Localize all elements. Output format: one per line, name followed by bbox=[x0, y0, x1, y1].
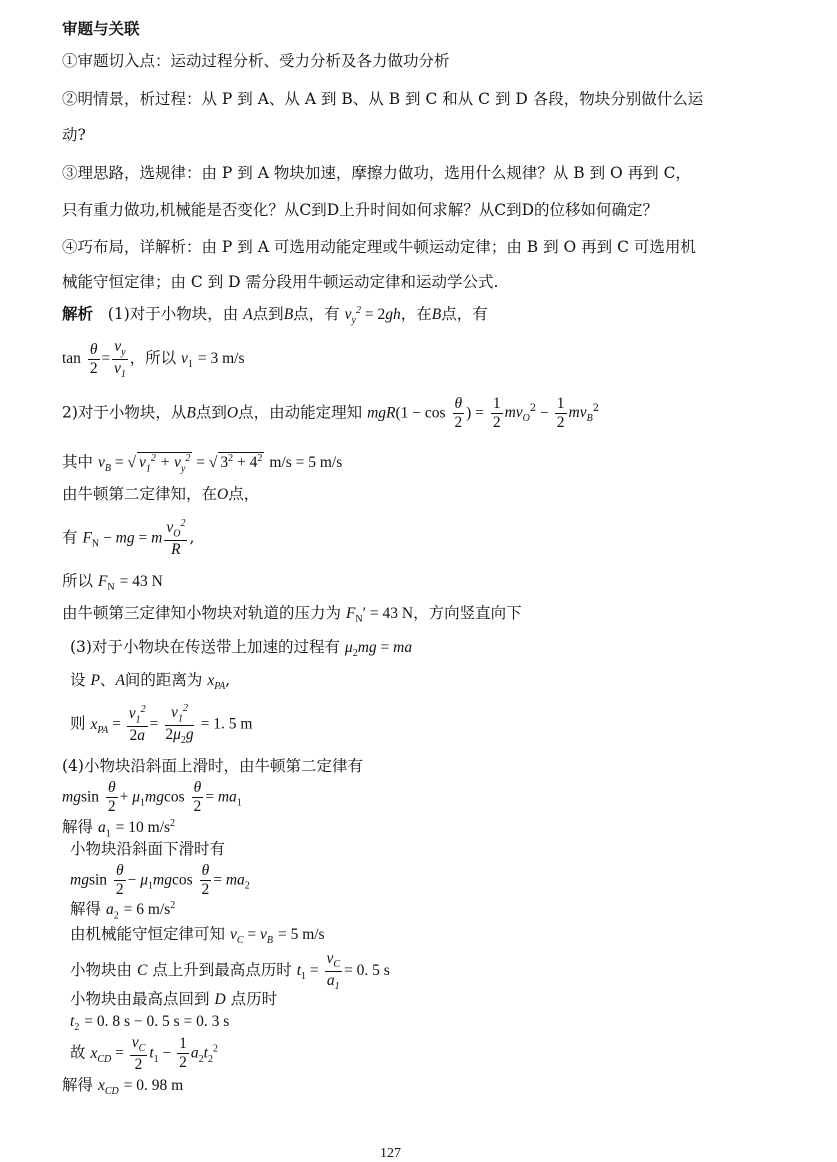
solution-part1-tan: tan $\frac{\theta}{2}$ = $\frac{v_y}{v_1}$ ，所以 $v_1 = 3$ m/s bbox=[62, 338, 245, 380]
solution-part4-intro: (4)小物块沿斜面上滑时，由牛顿第二定律有 bbox=[62, 757, 363, 775]
solution-part4-up-equation: mgsin $\frac{\theta}{2}$ + $\mu_1mgcos$ $\frac{\theta}{2}$ = $ma_1$ bbox=[62, 779, 242, 815]
solution-part2-fn-equation: 有 $F_N$ − mg = m $\frac{v_O^2}{R}$ , bbox=[62, 518, 195, 558]
solution-part2-vb: 其中 $v_B$ = √ $v_1^2 + v_y^2$ = √ $3^2 + 4^2$ m/s = 5 m/s bbox=[62, 453, 343, 475]
guide-point-4-line2: 械能守恒定律；由 C 到 D 需分段用牛顿运动定律和运动学公式. bbox=[62, 273, 499, 291]
solution-part4-t2: $t_2 = 0$. 8 s − 0. 5 s = 0. 3 s bbox=[70, 1013, 230, 1034]
solution-part2-energy: 2)对于小物块，从B点到O点，由动能定理知 mgR(1 − cos $\frac{\theta}{2}$ ) = $\frac{1}{2}$ $mv_O^2$ − $\frac{1}{2}$ $mv_B^2$ bbox=[62, 395, 600, 431]
solution-part4-a2: 解得 $a_2 = 6$ $m/s^2$ bbox=[70, 900, 176, 922]
guide-point-2-line2: 动? bbox=[62, 126, 86, 144]
solution-part3-result: 则 $x_{PA}$ = $\frac{v_1^2}{2a}$ = $\frac{v_1^2}{2\mu_2g}$ = 1. 5 m bbox=[70, 703, 253, 746]
solution-label: 解析 bbox=[62, 304, 94, 324]
section-heading: 审题与关联 bbox=[62, 19, 140, 38]
solution-part3-set: 设 P、A间的距离为 $x_{PA}$, bbox=[70, 671, 231, 693]
solution-part4-down-intro: 小物块沿斜面下滑时有 bbox=[70, 840, 226, 858]
guide-point-1: ①审题切入点：运动过程分析、受力分析及各力做功分析 bbox=[62, 52, 450, 70]
solution-part4-t1: 小物块由 C 点上升到最高点历时 $t_1$ = $\frac{v_C}{a_1}$ = 0. 5 s bbox=[70, 950, 390, 992]
solution-part4-down-equation: mgsin $\frac{\theta}{2}$ − $\mu_1mgcos$ $\frac{\theta}{2}$ = $ma_2$ bbox=[70, 862, 250, 898]
solution-part4-energy: 由机械能守恒定律可知 $v_C = v_B = 5$ m/s bbox=[70, 925, 325, 947]
solution-part2-newton2: 由牛顿第二定律知，在O点， bbox=[62, 485, 260, 503]
solution-part3-intro: (3)对于小物块在传送带上加速的过程有 $\mu_2mg$ = ma bbox=[70, 638, 413, 660]
guide-point-2-line1: ②明情景，析过程：从 P 到 A、从 A 到 B、从 B 到 C 和从 C 到 D 各段，物块分别做什么运 bbox=[62, 90, 704, 108]
solution-part4-xcd-equation: 故 $x_{CD}$ = $\frac{v_C}{2}$ $t_1$ − $\frac{1}{2}$ $a_2t_2^2$ bbox=[70, 1034, 218, 1073]
guide-point-3-line2: 只有重力做功,机械能是否变化？从C到D上升时间如何求解？从C到D的位移如何确定？ bbox=[62, 201, 659, 219]
solution-part4-a1: 解得 $a_1 = 10$ $m/s^2$ bbox=[62, 818, 176, 840]
guide-point-3-line1: ③理思路，选规律：由 P 到 A 物块加速，摩擦力做功，选用什么规律？从 B 到 O 再到 C， bbox=[62, 164, 691, 182]
solution-part2-newton3: 由牛顿第三定律知小物块对轨道的压力为 $F_N' = 43$ N，方向竖直向下 bbox=[62, 604, 522, 626]
solution-part2-fn-result: 所以 $F_N = 43$ N bbox=[62, 572, 163, 594]
guide-point-4-line1: ④巧布局，详解析：由 P 到 A 可选用动能定理或牛顿运动定律；由 B 到 O 再到 C 可选用机 bbox=[62, 238, 696, 256]
solution-part4-xcd-result: 解得 $x_{CD} = 0$. 98 m bbox=[62, 1076, 184, 1098]
solution-part4-t2-intro: 小物块由最高点回到 D 点历时 bbox=[70, 990, 278, 1008]
solution-part1-intro: 解析 (1)对于小物块，由 A点到B点，有 $v_y^2 = 2gh$，在B点，有 bbox=[62, 304, 488, 327]
page-number: 127 bbox=[380, 1146, 401, 1161]
